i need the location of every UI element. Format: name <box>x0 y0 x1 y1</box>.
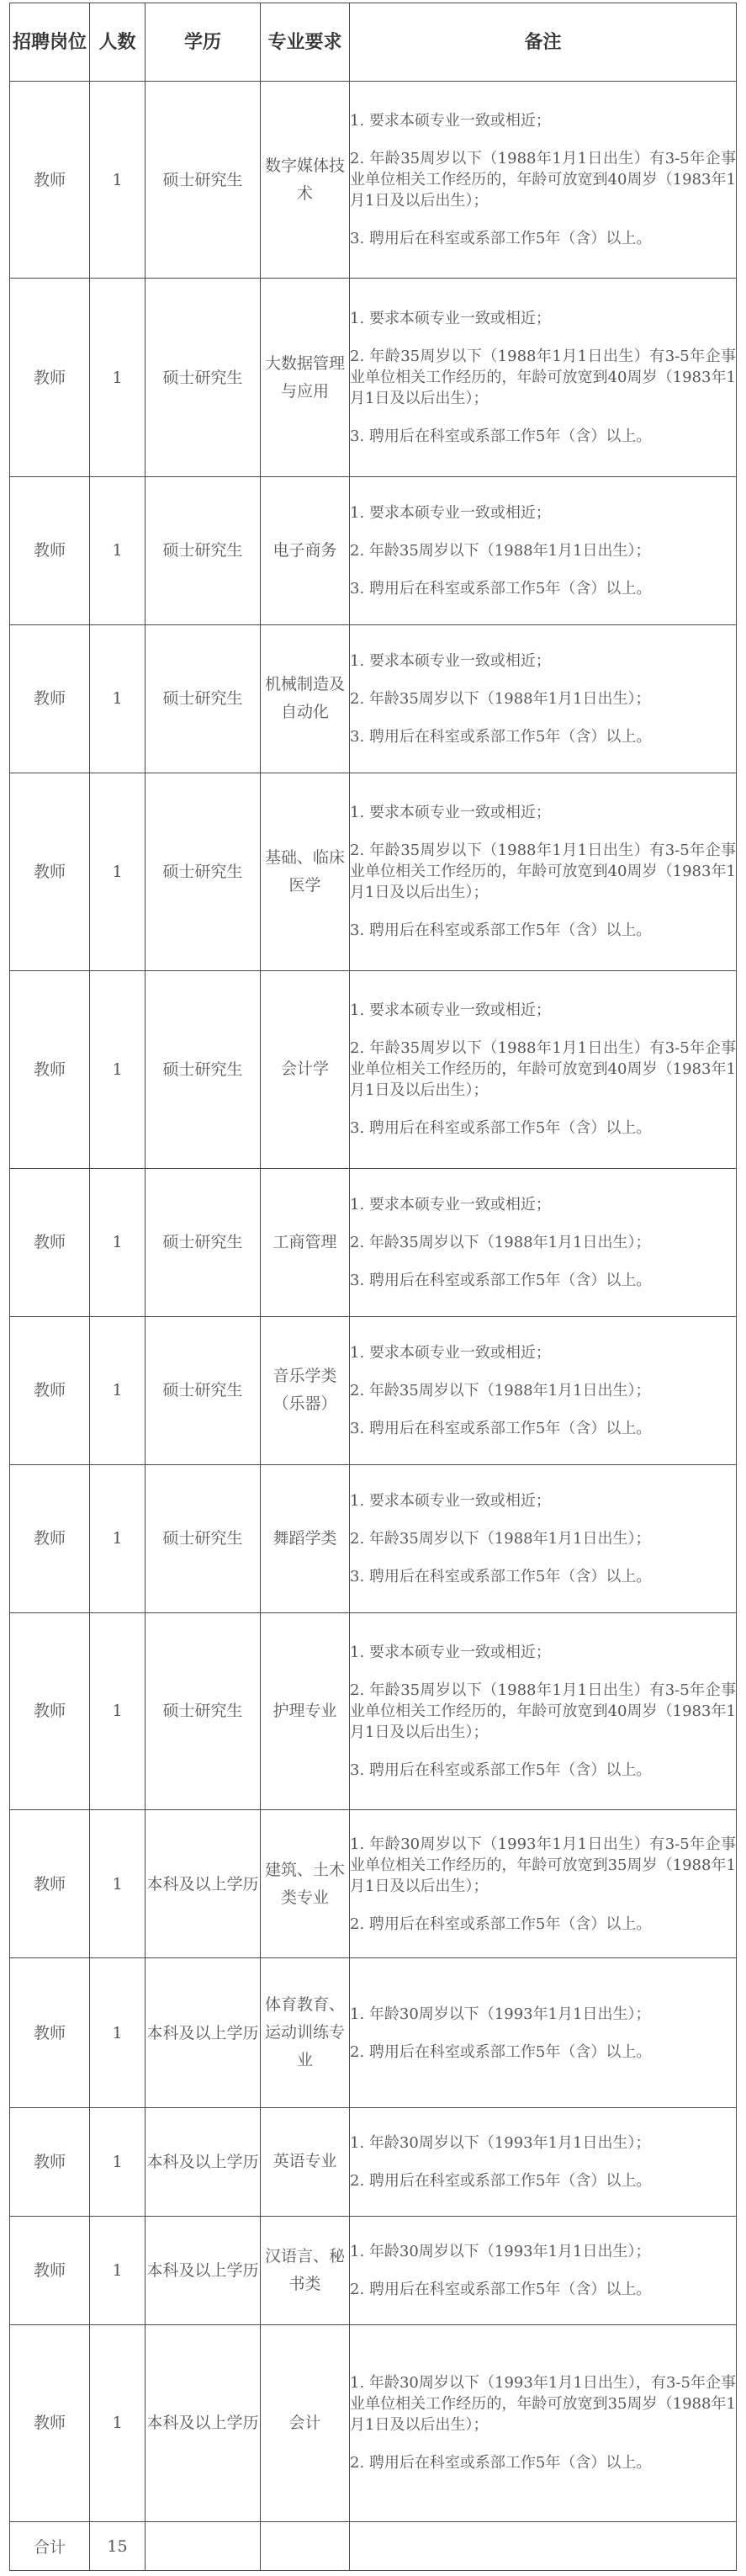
table-row <box>10 82 737 279</box>
education-cell: 硕士研究生 <box>145 82 261 279</box>
major-cell: 英语专业 <box>261 2108 350 2217</box>
note-line: 3. 聘用后在科室或系部工作5年（含）以上。 <box>350 428 652 446</box>
table-row <box>10 1168 737 1316</box>
count-cell: 1 <box>90 1316 145 1464</box>
notes-cell <box>350 82 737 279</box>
table-row <box>10 1612 737 1809</box>
note-line: 2. 聘用后在科室或系部工作5年（含）以上。 <box>350 2454 652 2472</box>
position-cell: 教师 <box>10 1464 90 1612</box>
notes-cell <box>350 476 737 624</box>
count-cell: 1 <box>90 1168 145 1316</box>
major-cell: 汉语言、秘书类 <box>261 2216 350 2324</box>
count-cell: 1 <box>90 2324 145 2521</box>
count-cell: 1 <box>90 82 145 279</box>
count-cell: 1 <box>90 971 145 1168</box>
position-cell: 教师 <box>10 971 90 1168</box>
major-cell: 机械制造及自动化 <box>261 624 350 773</box>
major-cell: 护理专业 <box>261 1612 350 1809</box>
header-major: 专业要求 <box>261 3 350 82</box>
total-empty-education <box>145 2522 261 2571</box>
notes-cell <box>350 1958 737 2108</box>
education-cell: 硕士研究生 <box>145 1464 261 1612</box>
table-row <box>10 1809 737 1957</box>
table-row <box>10 476 737 624</box>
note-line: 1. 年龄30周岁以下（1993年1月1日出生）； <box>350 2005 651 2023</box>
notes-cell <box>350 1168 737 1316</box>
note-line: 3. 聘用后在科室或系部工作5年（含）以上。 <box>350 1271 652 1289</box>
header-position: 招聘岗位 <box>10 3 90 82</box>
note-line: 2. 聘用后在科室或系部工作5年（含）以上。 <box>350 1915 652 1933</box>
recruitment-table <box>9 3 737 2571</box>
total-label: 合计 <box>10 2522 90 2571</box>
position-cell: 教师 <box>10 773 90 970</box>
note-line: 2. 年龄35周岁以下（1988年1月1日出生）有3-5年企事业单位相关工作经历的，年龄可放宽到40周岁（1983年1月1日及以后出生）； <box>350 150 736 210</box>
education-cell: 硕士研究生 <box>145 971 261 1168</box>
education-cell: 硕士研究生 <box>145 476 261 624</box>
education-cell: 硕士研究生 <box>145 1612 261 1809</box>
note-line: 2. 年龄35周岁以下（1988年1月1日出生）； <box>350 541 651 560</box>
education-cell: 硕士研究生 <box>145 279 261 476</box>
major-cell: 电子商务 <box>261 476 350 624</box>
count-cell: 1 <box>90 624 145 773</box>
table-body <box>10 82 737 2522</box>
note-line: 3. 聘用后在科室或系部工作5年（含）以上。 <box>350 230 652 248</box>
note-line: 3. 聘用后在科室或系部工作5年（含）以上。 <box>350 922 652 940</box>
table-row <box>10 971 737 1168</box>
position-cell: 教师 <box>10 2324 90 2521</box>
major-cell: 数字媒体技术 <box>261 82 350 279</box>
note-line: 1. 要求本硕专业一致或相近； <box>350 112 551 130</box>
note-line: 3. 聘用后在科室或系部工作5年（含）以上。 <box>350 1419 652 1437</box>
education-cell: 硕士研究生 <box>145 1168 261 1316</box>
note-line: 1. 年龄30周岁以下（1993年1月1日出生）； <box>350 2133 651 2152</box>
major-cell: 建筑、土木类专业 <box>261 1809 350 1957</box>
note-line: 1. 年龄30周岁以下（1993年1月1日出生）； <box>350 2242 651 2260</box>
total-empty-major <box>261 2522 350 2571</box>
note-line: 1. 年龄30周岁以下（1993年1月1日出生）有3-5年企事业单位相关工作经历的，年龄可放宽到35周岁（1988年1月1日及以后出生）； <box>350 1835 736 1895</box>
header-notes: 备注 <box>350 3 737 82</box>
table-row <box>10 624 737 773</box>
major-cell: 会计学 <box>261 971 350 1168</box>
education-cell: 本科及以上学历 <box>145 2108 261 2217</box>
position-cell: 教师 <box>10 1958 90 2108</box>
education-cell: 本科及以上学历 <box>145 2324 261 2521</box>
count-cell: 1 <box>90 1958 145 2108</box>
note-line: 1. 要求本硕专业一致或相近； <box>350 1001 551 1020</box>
total-empty-notes <box>350 2522 737 2571</box>
note-line: 1. 要求本硕专业一致或相近； <box>350 310 551 328</box>
note-line: 2. 年龄35周岁以下（1988年1月1日出生）有3-5年企事业单位相关工作经历的，年龄可放宽到40周岁（1983年1月1日及以后出生）； <box>350 348 736 408</box>
major-cell: 舞蹈学类 <box>261 1464 350 1612</box>
note-line: 2. 年龄35周岁以下（1988年1月1日出生）有3-5年企事业单位相关工作经历的，年龄可放宽到40周岁（1983年1月1日及以后出生）； <box>350 1039 736 1100</box>
note-line: 2. 年龄35周岁以下（1988年1月1日出生）有3-5年企事业单位相关工作经历的，年龄可放宽到40周岁（1983年1月1日及以后出生）； <box>350 1681 736 1741</box>
note-line: 2. 年龄35周岁以下（1988年1月1日出生）有3-5年企事业单位相关工作经历的，年龄可放宽到40周岁（1983年1月1日及以后出生）； <box>350 842 736 902</box>
note-line: 3. 聘用后在科室或系部工作5年（含）以上。 <box>350 1567 652 1585</box>
note-line: 2. 年龄35周岁以下（1988年1月1日出生）； <box>350 1381 651 1400</box>
notes-cell <box>350 2216 737 2324</box>
note-line: 3. 聘用后在科室或系部工作5年（含）以上。 <box>350 727 652 746</box>
header-count: 人数 <box>90 3 145 82</box>
notes-cell <box>350 1809 737 1957</box>
table-row <box>10 1464 737 1612</box>
table-header-row <box>10 3 737 82</box>
notes-cell <box>350 971 737 1168</box>
notes-cell <box>350 279 737 476</box>
education-cell: 硕士研究生 <box>145 624 261 773</box>
notes-cell <box>350 1612 737 1809</box>
table-row <box>10 279 737 476</box>
major-cell: 基础、临床医学 <box>261 773 350 970</box>
table-row <box>10 1316 737 1464</box>
table-row <box>10 2216 737 2324</box>
count-cell: 1 <box>90 2216 145 2324</box>
note-line: 1. 要求本硕专业一致或相近； <box>350 1343 551 1362</box>
education-cell: 硕士研究生 <box>145 1316 261 1464</box>
position-cell: 教师 <box>10 1168 90 1316</box>
note-line: 3. 聘用后在科室或系部工作5年（含）以上。 <box>350 579 652 598</box>
count-cell: 1 <box>90 476 145 624</box>
major-cell: 会计 <box>261 2324 350 2521</box>
count-cell: 1 <box>90 773 145 970</box>
major-cell: 工商管理 <box>261 1168 350 1316</box>
total-row <box>10 2522 737 2571</box>
count-cell: 1 <box>90 1612 145 1809</box>
position-cell: 教师 <box>10 279 90 476</box>
header-education: 学历 <box>145 3 261 82</box>
notes-cell <box>350 2108 737 2217</box>
count-cell: 1 <box>90 1809 145 1957</box>
table-row <box>10 1958 737 2108</box>
position-cell: 教师 <box>10 1809 90 1957</box>
table-row <box>10 773 737 970</box>
note-line: 2. 年龄35周岁以下（1988年1月1日出生）； <box>350 1529 651 1548</box>
major-cell: 大数据管理与应用 <box>261 279 350 476</box>
position-cell: 教师 <box>10 1612 90 1809</box>
education-cell: 本科及以上学历 <box>145 1809 261 1957</box>
notes-cell <box>350 2324 737 2521</box>
position-cell: 教师 <box>10 476 90 624</box>
count-cell: 1 <box>90 279 145 476</box>
education-cell: 本科及以上学历 <box>145 1958 261 2108</box>
position-cell: 教师 <box>10 82 90 279</box>
notes-cell <box>350 624 737 773</box>
count-cell: 1 <box>90 1464 145 1612</box>
note-line: 2. 年龄35周岁以下（1988年1月1日出生）； <box>350 1233 651 1251</box>
note-line: 1. 年龄30周岁以下（1993年1月1日出生），有3-5年企事业单位相关工作经历的，年龄可放宽到35周岁（1988年1月1日及以后出生）； <box>350 2374 736 2435</box>
position-cell: 教师 <box>10 624 90 773</box>
note-line: 3. 聘用后在科室或系部工作5年（含）以上。 <box>350 1761 652 1779</box>
note-line: 2. 聘用后在科室或系部工作5年（含）以上。 <box>350 2171 652 2190</box>
table-row <box>10 2108 737 2217</box>
note-line: 1. 要求本硕专业一致或相近； <box>350 1643 551 1661</box>
position-cell: 教师 <box>10 2216 90 2324</box>
table-row <box>10 2324 737 2521</box>
major-cell: 体育教育、运动训练专业 <box>261 1958 350 2108</box>
position-cell: 教师 <box>10 1316 90 1464</box>
notes-cell <box>350 1464 737 1612</box>
note-line: 1. 要求本硕专业一致或相近； <box>350 804 551 822</box>
education-cell: 硕士研究生 <box>145 773 261 970</box>
total-count: 15 <box>90 2522 145 2571</box>
notes-cell <box>350 1316 737 1464</box>
note-line: 1. 要求本硕专业一致或相近； <box>350 651 551 670</box>
note-line: 3. 聘用后在科室或系部工作5年（含）以上。 <box>350 1119 652 1138</box>
count-cell: 1 <box>90 2108 145 2217</box>
note-line: 1. 要求本硕专业一致或相近； <box>350 1195 551 1214</box>
note-line: 1. 要求本硕专业一致或相近； <box>350 1491 551 1510</box>
note-line: 2. 年龄35周岁以下（1988年1月1日出生）； <box>350 689 651 708</box>
education-cell: 本科及以上学历 <box>145 2216 261 2324</box>
position-cell: 教师 <box>10 2108 90 2217</box>
major-cell: 音乐学类（乐器） <box>261 1316 350 1464</box>
note-line: 2. 聘用后在科室或系部工作5年（含）以上。 <box>350 2280 652 2298</box>
note-line: 1. 要求本硕专业一致或相近； <box>350 503 551 522</box>
note-line: 2. 聘用后在科室或系部工作5年（含）以上。 <box>350 2042 652 2061</box>
notes-cell <box>350 773 737 970</box>
